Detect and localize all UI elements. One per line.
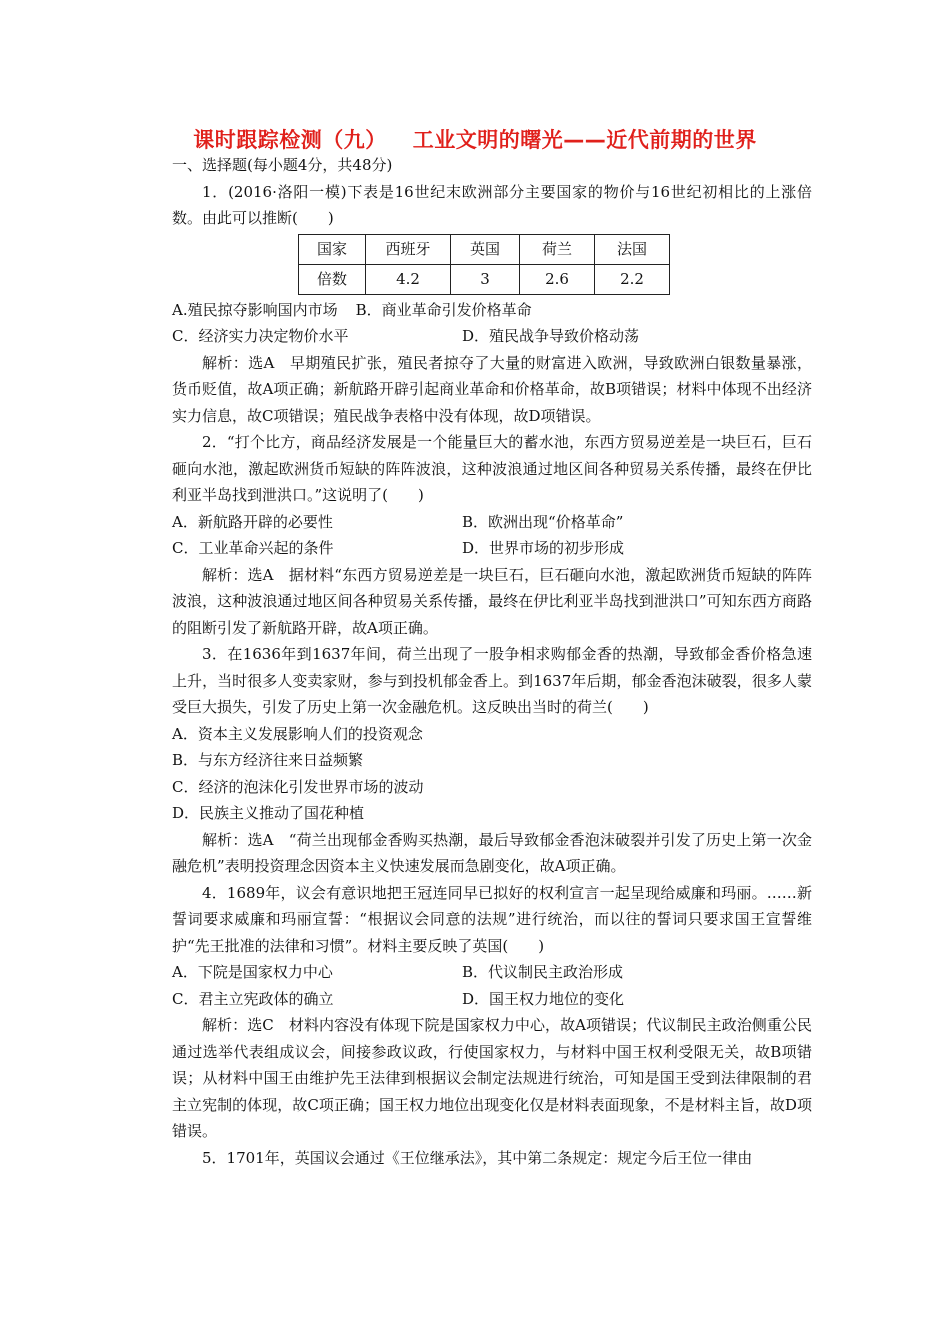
question-4-options-row-2 bbox=[172, 986, 812, 1013]
option-d: D．世界市场的初步形成 bbox=[462, 539, 625, 557]
table-cell: 倍数 bbox=[299, 264, 366, 294]
question-1-analysis: 解析：选A 早期殖民扩张，殖民者掠夺了大量的财富进入欧洲，导致欧洲白银数量暴涨，货币贬值，故A项正确；新航路开辟引起商业革命和价格革命，故B项错误；材料中体现不出经济实力信息，故C项错误；殖民战争表格中没有体现，故D项错误。 bbox=[172, 353, 812, 425]
question-2-options-row-1 bbox=[172, 509, 812, 536]
title-left: 课时跟踪检测（九） bbox=[193, 128, 387, 152]
option-a: A．下院是国家权力中心 bbox=[172, 963, 333, 981]
option-b: B．欧洲出现“价格革命” bbox=[462, 512, 624, 531]
option-c: C．君主立宪政体的确立 bbox=[172, 989, 334, 1008]
table-cell: 2.2 bbox=[595, 264, 670, 294]
question-3-stem: 3．在1636年到1637年间，荷兰出现了一股争相求购郁金香的热潮，导致郁金香价格急速上升，当时很多人变卖家财，参与到投机郁金香上。到1637年后期，郁金香泡沫破裂，很多人蒙受巨大损失，引发了历史上第一次金融危机。这反映出当时的荷兰( ) bbox=[172, 645, 812, 716]
question-5-stem: 5．1701年，英国议会通过《王位继承法》，其中第二条规定：规定今后王位一律由 bbox=[202, 1148, 753, 1167]
option-c: C．经济的泡沫化引发世界市场的波动 bbox=[172, 777, 424, 796]
table-cell: 英国 bbox=[451, 234, 520, 264]
document-title bbox=[0, 124, 950, 154]
table-cell: 国家 bbox=[299, 234, 366, 264]
document-body bbox=[172, 152, 812, 1171]
price-table bbox=[298, 234, 670, 295]
table-cell: 2.6 bbox=[520, 264, 595, 294]
option-d: D．国王权力地位的变化 bbox=[462, 989, 625, 1008]
table-row bbox=[299, 264, 670, 294]
question-2-options-row-2 bbox=[172, 535, 812, 562]
table-cell: 3 bbox=[451, 264, 520, 294]
option-a: A．新航路开辟的必要性 bbox=[172, 512, 333, 531]
option-d: D．民族主义推动了国花种植 bbox=[172, 804, 365, 822]
question-2-stem: 2．“打个比方，商品经济发展是一个能量巨大的蓄水池，东西方贸易逆差是一块巨石，巨石砸向水池，激起欧洲货币短缺的阵阵波浪，这种波浪通过地区间各种贸易关系传播，最终在伊比利亚半岛找到泄洪口。”这说明了( ) bbox=[172, 433, 812, 504]
question-4-stem: 4．1689年，议会有意识地把王冠连同早已拟好的权利宣言一起呈现给威廉和玛丽。……新誓词要求威廉和玛丽宣誓：“根据议会同意的法规”进行统治，而以往的誓词只要求国王宣誓维护“先王批准的法律和习惯”。材料主要反映了英国( ) bbox=[172, 883, 812, 955]
table-cell: 荷兰 bbox=[520, 234, 595, 264]
table-cell: 西班牙 bbox=[366, 234, 451, 264]
option-a: A．资本主义发展影响人们的投资观念 bbox=[172, 724, 423, 743]
question-4-analysis: 解析：选C 材料内容没有体现下院是国家权力中心，故A项错误；代议制民主政治侧重公民通过选举代表组成议会，间接参政议政，行使国家权力，与材料中国王权利受限无关，故B项错误；从材料中国王由维护先王法律到根据议会制定法规进行统治，可知是国王受到法律限制的君主立宪制的体现，故C项正确；国王权力地位出现变化仅是材料表面现象，不是材料主旨，故D项错误。 bbox=[172, 1016, 812, 1140]
option-b: B．代议制民主政治形成 bbox=[462, 963, 624, 981]
table-row bbox=[299, 234, 670, 264]
question-4-options-row-1 bbox=[172, 959, 812, 986]
table-cell: 法国 bbox=[595, 234, 670, 264]
section-heading: 一、选择题(每小题4分，共48分) bbox=[172, 156, 393, 174]
question-1-stem: 1．(2016·洛阳一模)下表是16世纪末欧洲部分主要国家的物价与16世纪初相比的上涨倍数。由此可以推断( ) bbox=[172, 182, 812, 227]
option-d: D．殖民战争导致价格动荡 bbox=[462, 327, 640, 345]
option-c: C．工业革命兴起的条件 bbox=[172, 539, 334, 557]
option-b: B．商业革命引发价格革命 bbox=[355, 300, 532, 319]
option-a: A.殖民掠夺影响国内市场 bbox=[172, 300, 338, 319]
question-1-options-row-1 bbox=[172, 297, 812, 324]
question-3-analysis: 解析：选A “荷兰出现郁金香购买热潮，最后导致郁金香泡沫破裂并引发了历史上第一次金融危机”表明投资理念因资本主义快速发展而急剧变化，故A项正确。 bbox=[172, 830, 812, 875]
question-1-options-row-2 bbox=[172, 323, 812, 350]
option-c: C．经济实力决定物价水平 bbox=[172, 327, 349, 345]
question-2-analysis: 解析：选A 据材料“东西方贸易逆差是一块巨石，巨石砸向水池，激起欧洲货币短缺的阵阵波浪，这种波浪通过地区间各种贸易关系传播，最终在伊比利亚半岛找到泄洪口”可知东西方商路的阻断引发了新航路开辟，故A项正确。 bbox=[172, 565, 812, 637]
title-right: 工业文明的曙光——近代前期的世界 bbox=[412, 128, 757, 152]
table-cell: 4.2 bbox=[366, 264, 451, 294]
option-b: B．与东方经济往来日益频繁 bbox=[172, 751, 364, 769]
